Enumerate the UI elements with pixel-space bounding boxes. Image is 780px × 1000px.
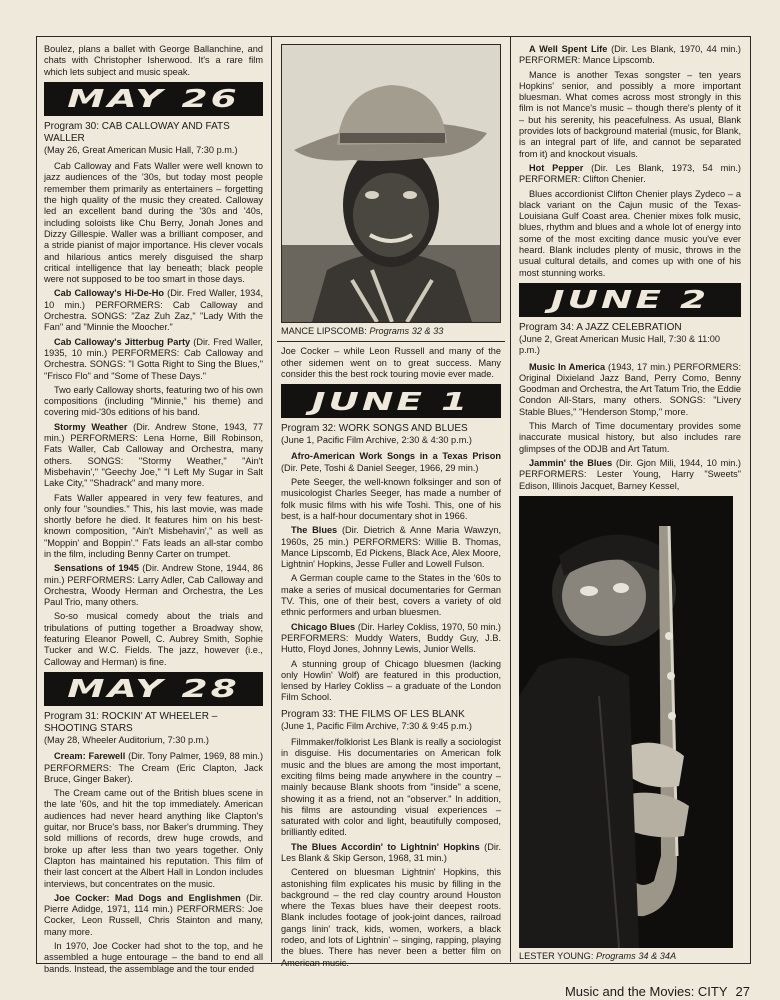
- date-banner-june-1: [281, 384, 501, 418]
- film-text: (Dir. Tony Palmer, 1969, 88 min.) PERFORMERS: The Cream (Eric Clapton, Jack Bruce, Ginger Baker).: [44, 751, 263, 784]
- film-entry: [44, 563, 263, 608]
- program-30-detail: (May 26, Great American Music Hall, 7:30 p.m.): [44, 144, 238, 155]
- film-text: (Dir. Dietrich & Anne Maria Wawzyn, 1960s, 25 min.) PERFORMERS: Willie B. Thomas, Mance Lipscomb, Ed Pickens, Black Ace, Alex Moore, Lightnin' Hopkins, Jesse Fuller and Lowell Fulson.: [281, 525, 501, 570]
- film-title: Cream: Farewell: [54, 751, 126, 762]
- program-32-title: Program 32: WORK SONGS AND BLUES: [281, 423, 468, 435]
- film-title: A Well Spent Life: [529, 44, 608, 54]
- caption-programs: Programs 34 & 34A: [595, 950, 677, 961]
- program-31-detail: (May 28, Wheeler Auditorium, 7:30 p.m.): [44, 734, 209, 745]
- program-34-detail: (June 2, Great American Music Hall, 7:30 & 11:00 p.m.): [519, 333, 721, 356]
- film-title: Stormy Weather: [54, 421, 128, 432]
- film-text: (Dir. Les Blank & Skip Gerson, 1968, 31 min.): [281, 841, 501, 863]
- banner-text: JUNE 1: [311, 386, 471, 416]
- divider: [277, 341, 505, 342]
- film-description: This March of Time documentary provides some inaccurate musical history, but also includes rare glimpses of the ODJB and Art Tatum.: [519, 421, 741, 454]
- program-32-detail: (June 1, Pacific Film Archive, 2:30 & 4:30 p.m.): [281, 435, 472, 446]
- intro-text: Boulez, plans a ballet with George Ballanchine, and chats with Christopher Isherwood. It's a rare film which lets subject and music speak.: [44, 44, 263, 77]
- film-text: (Dir. Les Blank, 1973, 54 min.) PERFORMER: Clifton Chenier.: [519, 162, 741, 185]
- film-title: Sensations of 1945: [54, 563, 139, 574]
- mance-lipscomb-photo: [281, 44, 501, 323]
- page-number: 27: [735, 984, 750, 999]
- film-title: Joe Cocker: Mad Dogs and Englishmen: [54, 892, 241, 903]
- date-banner-june-2: [519, 283, 741, 317]
- column-1: [44, 44, 263, 978]
- program-30-text: Cab Calloway and Fats Waller were well known to jazz audiences of the '30s, but today most people remember them primarily as entertainers – forgetting the high quality of the music they created. Calloway led an excellent band during the '30s and '40s, including soloists like Chu Berry, Jonah Jones and Dizzy Gillespie. Waller was a brilliant composer, and a stride pianist of major importance. His clever vocals and hilarious antics merely disguised the sharp critical intelligence that lay beneath; black people were not supposed to be too smart in those days.: [44, 161, 263, 285]
- caption-programs: Programs 32 & 33: [369, 326, 444, 336]
- film-text: (Dir. Gjon Mili, 1944, 10 min.) PERFORMERS: Lester Young, Harry "Sweets" Edison, Illinois Jacquet, Barney Kessel,: [519, 457, 741, 491]
- banner-text: JUNE 2: [550, 285, 710, 315]
- film-description: Pete Seeger, the well-known folksinger and son of musicologist Charles Seeger, has made a number of folk music films with his wife Toshi. This, one of his best, is a half-hour documentary shot in 1966.: [281, 477, 501, 521]
- film-entry: [519, 362, 741, 418]
- program-33-detail: (June 1, Pacific Film Archive, 7:30 & 9:45 p.m.): [281, 720, 472, 731]
- film-title: Hot Pepper: [529, 162, 584, 173]
- film-description: Blues accordionist Clifton Chenier plays Zydeco – a black variant on the Cajun music of the Texas-Louisiana Gulf Coast area. Chenier mixes folk music, blues, rhythm and blues and a whole lot of energy into some of the most exciting dance music you've ever heard. Blank includes plenty of music, throws in the usual cultural details, and comes up with one of his most stunning works.: [519, 188, 741, 278]
- column-2: [281, 44, 501, 972]
- continued-text: Joe Cocker – while Leon Russell and many of the other sidemen went on to great success. Many consider this the best rock touring movie ever made.: [281, 346, 501, 379]
- film-entry: [281, 622, 501, 656]
- film-description: So-so musical comedy about the trials and tribulations of putting together a Broadway show, featuring Eleanor Powell, C. Aubrey Smith, Sophie Tucker and W.C. Fields. The jazz, however (i.e., Calloway and Herman) is fine.: [44, 611, 263, 667]
- film-text: (Dir. Andrew Stone, 1944, 86 min.) PERFORMERS: Larry Adler, Cab Calloway and Orchestra, Woody Herman and Orchestra, the Les Paul Trio, many others.: [44, 563, 263, 608]
- film-entry: [519, 44, 741, 67]
- column-rule-1: [271, 36, 272, 962]
- film-text: (Dir. Fred Waller, 1935, 10 min.) PERFORMERS: Cab Calloway and Orchestra. SONGS: "I Gotta Right to Sing the Blues," "Frisco Flo" and "Some of These Days.": [44, 336, 263, 381]
- film-text: (Dir. Les Blank, 1970, 44 min.) PERFORMER: Mance Lipscomb.: [519, 44, 741, 66]
- film-entry: [281, 525, 501, 570]
- film-title: Afro-American Work Songs in a Texas Prison: [291, 451, 501, 462]
- caption-name: LESTER YOUNG:: [519, 950, 594, 961]
- film-title: Chicago Blues: [291, 621, 356, 632]
- photo-caption: [519, 951, 741, 962]
- program-33-text: Filmmaker/folklorist Les Blank is really a sociologist in disguise. His documentaries on American folk music and the blues are among the most important, exciting films being made anywhere in the country – mainly because Blank shoots from "inside" a scene, showing it as a friend, not an "observer." In addition, his films are astounding visual experiences – saturated with color and light, beautifully composed, brilliantly edited.: [281, 737, 501, 838]
- banner-text: MAY 26: [67, 84, 240, 114]
- film-title: Cab Calloway's Hi-De-Ho: [54, 288, 165, 299]
- date-banner-may-26: [44, 82, 263, 116]
- film-description: Centered on bluesman Lightnin' Hopkins, this astonishing film explicates his music by filling in the background – the red clay country around Houston where the Texas blues have their deepest roots. Blank includes footage of jook-joint dances, railroad gangs linin' track, kids, women, workers, a black rodeo, and lots of Lightnin' – singing, rapping, playing the blues. There has never been a better film on American music.: [281, 867, 501, 968]
- date-banner-may-28: [44, 672, 263, 706]
- film-text: (Dir. Andrew Stone, 1943, 77 min.) PERFORMERS: Lena Horne, Bill Robinson, Fats Waller, Cab Calloway and Orchestra, many others. SONGS: "Stormy Weather," "Ain't Misbehavin'," "Geechy Joe," "I Left My Sugar in Salt Lake City," "Shadrack" and many more.: [44, 421, 263, 489]
- saxophonist-illustration: [519, 496, 733, 948]
- film-description: Two early Calloway shorts, featuring two of his own compositions (including "Minnie," his theme) and covering mid-'30s editions of his band.: [44, 384, 263, 418]
- film-entry: [44, 751, 263, 785]
- film-text: (Dir. Pierre Adidge, 1971, 114 min.) PERFORMERS: Joe Cocker, Leon Russell, Chris Stainton and many, many more.: [44, 892, 263, 937]
- film-title: The Blues: [291, 525, 338, 536]
- banner-text: MAY 28: [67, 674, 240, 704]
- lester-young-photo: [519, 496, 733, 948]
- portrait-illustration: [282, 45, 500, 322]
- program-31-title: Program 31: ROCKIN' AT WHEELER – SHOOTING STARS: [44, 710, 218, 734]
- column-rule-2: [510, 36, 511, 962]
- program-34-title: Program 34: A JAZZ CELEBRATION: [519, 321, 682, 333]
- column-3: [519, 44, 741, 962]
- film-description: In 1970, Joe Cocker had shot to the top, and he assembled a huge entourage – the band to end all bands. Instead, the assemblage and the tour ended: [44, 941, 263, 974]
- film-text: (Dir. Fred Waller, 1934, 10 min.) PERFORMERS: Cab Calloway and Orchestra. SONGS: "Zaz Zuh Zaz," "Lady With the Fan" and "Minnie the Moocher.": [44, 288, 263, 333]
- film-description: Fats Waller appeared in very few features, and only four "soundies." This, his last movie, was made shortly before he died. It features him on his best-known composition, "Ain't Misbehavin'," as well as "Moppin' and Boppin'." Fats leads an all-star combo in the film, including Benny Carter on trumpet.: [44, 492, 263, 559]
- film-entry: [44, 422, 263, 490]
- film-description: Mance is another Texas songster – ten years Hopkins' senior, and possibly a more important bluesman. What comes across most strongly in this film is not Mance's music – though there's plenty of it – but his serenity, his peacefulness. As usual, Blank provides lots of background material (music, for Blank, is an integral part of life, and cannot be separated from it) and knockout visuals.: [519, 69, 741, 159]
- page-footer: [565, 984, 750, 999]
- film-description: A stunning group of Chicago bluesmen (lacking only Howlin' Wolf) are featured in this production, lensed by Harley Cokliss – a graduate of the London Film School.: [281, 658, 501, 703]
- film-entry: [281, 842, 501, 865]
- film-title: Music In America: [529, 361, 606, 372]
- program-30-title: Program 30: CAB CALLOWAY AND FATS WALLER: [44, 120, 230, 144]
- photo-caption: [281, 326, 501, 337]
- film-text: (Dir. Pete, Toshi & Daniel Seeger, 1966, 29 min.): [281, 462, 479, 473]
- film-entry: [281, 451, 501, 474]
- film-description: A German couple came to the States in the '60s to make a series of musical documentaries for German TV. This, one of their best, covers a variety of old ethnic performers and urban bluesmen.: [281, 573, 501, 618]
- program-33-title: Program 33: THE FILMS OF LES BLANK: [281, 708, 465, 720]
- film-text: (1943, 17 min.) PERFORMERS: Original Dixieland Jazz Band, Perry Como, Benny Goodman and Orchestra, the Art Tatum Trio, the Eddie Condon All-Stars, many others. SONGS: "Livery Stable Blues," "Henderson Stomp," more.: [519, 361, 741, 417]
- film-entry: [519, 163, 741, 186]
- footer-section: Music and the Movies: CITY: [564, 984, 728, 999]
- film-text: (Dir. Harley Cokliss, 1970, 50 min.) PERFORMERS: Muddy Waters, Buddy Guy, J.B. Hutto, Floyd Jones, Johnny Lewis, Junior Wells.: [281, 621, 501, 655]
- film-entry: [44, 288, 263, 333]
- film-title: Cab Calloway's Jitterbug Party: [54, 336, 191, 347]
- film-title: Jammin' the Blues: [529, 457, 613, 468]
- caption-name: MANCE LIPSCOMB:: [281, 326, 367, 336]
- film-entry: [44, 893, 263, 938]
- film-title: The Blues Accordin' to Lightnin' Hopkins: [291, 841, 480, 852]
- film-entry: [519, 458, 741, 492]
- film-entry: [44, 337, 263, 382]
- film-description: The Cream came out of the British blues scene in the late '60s, and hit the top immediately. American audiences had never heard anything like Clapton's guitar, nor Bruce's bass, nor Baker's drumming. They sold millions of records, drew huge crowds, and broke up after less than two years together. Only Clapton has maintained his reputation. This film of their last concert at the Albert Hall in London includes interviews, but concentrates on the music.: [44, 788, 263, 889]
